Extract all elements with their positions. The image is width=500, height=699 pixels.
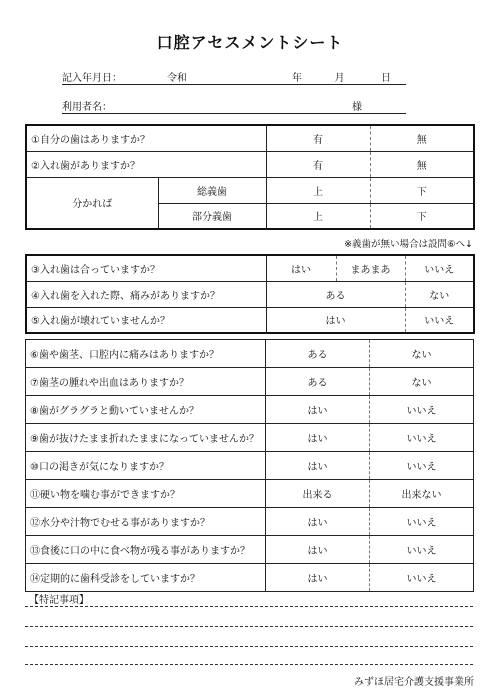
answer-q12-a1[interactable]: はい <box>266 508 370 536</box>
partial-denture-label: 部分義歯 <box>158 203 266 229</box>
answer-q11-a2[interactable]: 出来ない <box>370 480 474 508</box>
question-q5: ⑤入れ歯が壊れていませんか？ <box>26 307 266 333</box>
question-q10: ⑩口の渇きが気になりますか？ <box>26 452 266 480</box>
answer-q6-a2[interactable]: ない <box>370 340 474 368</box>
date-line <box>62 69 406 85</box>
table-row <box>26 452 474 480</box>
question-q9: ⑨歯が抜けたまま折れたままになっていませんか？ <box>26 424 266 452</box>
notes-line[interactable] <box>25 646 473 647</box>
user-name-line <box>62 98 406 114</box>
table-row <box>26 396 474 424</box>
answer-q13-a1[interactable]: はい <box>266 536 370 564</box>
answer-q4-a1[interactable]: ある <box>266 281 405 307</box>
date-month: 月 <box>334 73 345 84</box>
table-row <box>26 340 474 368</box>
answer-q12-a2[interactable]: いいえ <box>370 508 474 536</box>
table-row <box>26 281 474 307</box>
question-q2: ②入れ歯がありますか？ <box>26 151 266 177</box>
answer-q14-a2[interactable]: いいえ <box>370 564 474 592</box>
section2-table <box>25 254 475 334</box>
table-row <box>26 564 474 592</box>
question-q12: ⑫水分や汁物でむせる事がありますか？ <box>26 508 266 536</box>
notes-line[interactable] <box>25 664 473 665</box>
question-q13: ⑬食後に口の中に食べ物が残る事がありますか？ <box>26 536 266 564</box>
special-notes-label: 【特記事項】 <box>29 595 89 606</box>
answer-q5-a2[interactable]: いいえ <box>405 307 474 333</box>
answer-q11-a1[interactable]: 出来る <box>266 480 370 508</box>
question-q8: ⑧歯がグラグラと動いていませんか？ <box>26 396 266 424</box>
answer-q9-a1[interactable]: はい <box>266 424 370 452</box>
date-era: 令和 <box>167 73 187 84</box>
answer-q3-a1[interactable]: はい <box>266 255 336 281</box>
answer-partial-lower[interactable]: 下 <box>370 203 474 229</box>
answer-q6-a1[interactable]: ある <box>266 340 370 368</box>
answer-partial-upper[interactable]: 上 <box>266 203 370 229</box>
answer-q9-a2[interactable]: いいえ <box>370 424 474 452</box>
page-title: 口腔アセスメントシート <box>156 33 344 52</box>
answer-q3-a3[interactable]: いいえ <box>405 255 474 281</box>
footer-org-name: みずほ居宅介護支援事業所 <box>354 677 474 688</box>
answer-q2-a1[interactable]: 有 <box>266 151 370 177</box>
answer-q3-a2[interactable]: まあまあ <box>336 255 405 281</box>
question-q3: ③入れ歯は合っていますか？ <box>26 255 266 281</box>
notes-line[interactable] <box>25 626 473 627</box>
table-row <box>26 177 474 203</box>
breakdown-label: 分かれば <box>26 177 158 229</box>
table-row <box>26 125 474 151</box>
answer-q14-a1[interactable]: はい <box>266 564 370 592</box>
table-row <box>26 480 474 508</box>
table-row <box>26 368 474 396</box>
question-q6: ⑥歯や歯茎、口腔内に痛みはありますか？ <box>26 340 266 368</box>
date-day: 日 <box>381 73 391 84</box>
question-q4: ④入れ歯を入れた際、痛みがありますか？ <box>26 281 266 307</box>
skip-note: ※義歯が無い場合は設問⑥へ↓ <box>344 239 473 250</box>
section1-table <box>25 124 475 230</box>
answer-q13-a2[interactable]: いいえ <box>370 536 474 564</box>
question-q1: ①自分の歯はありますか？ <box>26 125 266 151</box>
answer-q10-a1[interactable]: はい <box>266 452 370 480</box>
question-q11: ⑪硬い物を噛む事ができますか？ <box>26 480 266 508</box>
answer-q1-a1[interactable]: 有 <box>266 125 370 151</box>
question-q7: ⑦歯茎の腫れや出血はありますか？ <box>26 368 266 396</box>
answer-q8-a1[interactable]: はい <box>266 396 370 424</box>
table-row <box>26 424 474 452</box>
table-row <box>26 307 474 333</box>
table-row <box>26 151 474 177</box>
answer-q4-a2[interactable]: ない <box>405 281 474 307</box>
answer-q7-a2[interactable]: ない <box>370 368 474 396</box>
section3-table <box>25 339 474 592</box>
answer-q5-a1[interactable]: はい <box>266 307 405 333</box>
user-name-suffix: 様 <box>352 102 362 113</box>
date-year: 年 <box>292 73 302 84</box>
table-row <box>26 255 474 281</box>
answer-q1-a2[interactable]: 無 <box>370 125 474 151</box>
answer-full-lower[interactable]: 下 <box>370 177 474 203</box>
answer-q8-a2[interactable]: いいえ <box>370 396 474 424</box>
question-q14: ⑭定期的に歯科受診をしていますか？ <box>26 564 266 592</box>
answer-full-upper[interactable]: 上 <box>266 177 370 203</box>
full-denture-label: 総義歯 <box>158 177 266 203</box>
user-name-label: 利用者名： <box>62 102 112 113</box>
answer-q10-a2[interactable]: いいえ <box>370 452 474 480</box>
notes-line[interactable] <box>25 606 473 607</box>
table-row <box>26 508 474 536</box>
table-row <box>26 536 474 564</box>
answer-q2-a2[interactable]: 無 <box>370 151 474 177</box>
date-label: 記入年月日： <box>62 73 122 84</box>
answer-q7-a1[interactable]: ある <box>266 368 370 396</box>
